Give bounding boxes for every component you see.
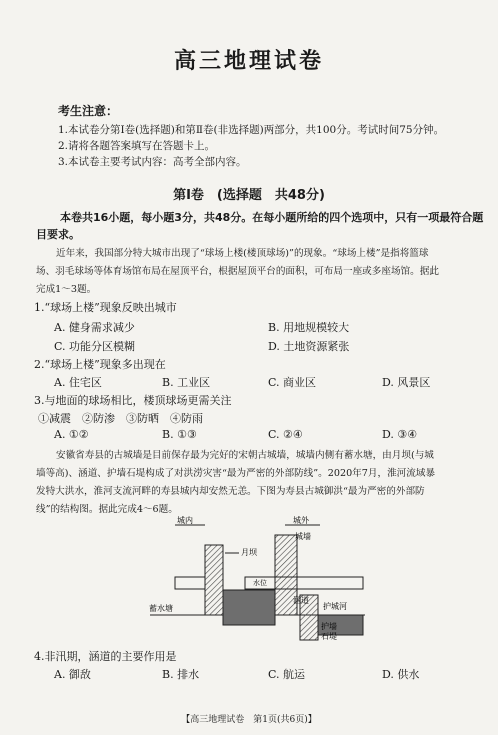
- label-inner: 城内: [177, 516, 193, 525]
- question-stem: 2.“球场上楼”现象多出现在: [34, 358, 166, 371]
- option: A. 住宅区: [54, 376, 102, 389]
- question-stem: 4.非汛期，涵道的主要作用是: [34, 650, 177, 663]
- storage-pond: [223, 590, 275, 625]
- passage-line: 墙等高)、涵道、护墙石堤构成了对洪涝灾害“最为严密的外部防线”。2020年7月，淮河流域暴: [36, 468, 436, 479]
- option: A. ①②: [54, 428, 89, 441]
- page-footer: 【高三地理试卷 第1页(共6页)】: [181, 715, 317, 725]
- option: B. ①③: [162, 428, 197, 441]
- left-culvert: [175, 577, 205, 589]
- passage-line: 完成1～3题。: [36, 284, 97, 295]
- passage-line: 场、羽毛球场等体育场馆布局在屋顶平台，根据屋顶平台的面积，可布局一座或多座场馆。据此: [36, 266, 439, 277]
- page-title: 高三地理试卷: [173, 49, 324, 74]
- option: D. 风景区: [382, 376, 431, 389]
- label-culvert: 涵道: [293, 596, 309, 605]
- label-river: 护城河: [323, 602, 347, 611]
- part-heading: 第Ⅰ卷 (选择题 共48分): [173, 188, 325, 203]
- part-intro: 本卷共16小题，每小题3分，共48分。在每小题所给的四个选项中，只有一项最符合题: [60, 211, 484, 224]
- option: B. 用地规模较大: [268, 321, 350, 334]
- option: C. ②④: [268, 428, 303, 441]
- option: A. 健身需求减少: [54, 321, 135, 334]
- option: C. 商业区: [268, 376, 317, 389]
- passage-line: 线”的结构图。据此完成4～6题。: [36, 504, 178, 515]
- option: B. 工业区: [162, 376, 211, 389]
- label-moon-dam: 月坝: [241, 548, 257, 557]
- passage-line: 安徽省寿县的古城墙是目前保存最为完好的宋朝古城墙，城墙内侧有蓄水塘，由月坝(与城: [56, 450, 434, 461]
- moon-dam: [205, 545, 223, 615]
- passage-line: 近年来，我国部分特大城市出现了“球场上楼(楼顶球场)”的现象。“球场上楼”是指将篮球: [56, 248, 429, 259]
- notice-item: 3.本试卷主要考试内容：高考全部内容。: [58, 156, 247, 168]
- question-stem: 1.“球场上楼”现象反映出城市: [34, 301, 177, 314]
- label-water-level: 水位: [253, 579, 267, 587]
- notice-heading: 考生注意：: [58, 104, 119, 118]
- option: D. 供水: [382, 668, 420, 681]
- option: C. 航运: [268, 668, 306, 681]
- option: B. 排水: [162, 668, 200, 681]
- label-guard-wall: 护墙: [321, 622, 337, 631]
- label-storage-pond: 蓄水塘: [149, 604, 173, 613]
- part-intro-cont: 目要求。: [36, 228, 80, 241]
- passage-line: 发特大洪水，淮河支流河畔的寿县城内却安然无恙。下图为寿县古城御洪“最为严密的外部防: [36, 486, 425, 497]
- notice-item: 2.请将各题答案填写在答题卡上。: [58, 140, 216, 152]
- label-wall: 城墙: [295, 532, 311, 541]
- label-stone-dam: 石堤: [321, 632, 337, 641]
- label-outer: 城外: [293, 516, 309, 525]
- city-wall-diagram: [145, 515, 370, 645]
- option: D. ③④: [382, 428, 418, 441]
- option: A. 御敌: [54, 668, 91, 681]
- option: C. 功能分区模糊: [54, 340, 136, 353]
- option: D. 土地资源紧张: [268, 340, 350, 353]
- statement-list: ①减震 ②防渗 ③防晒 ④防雨: [38, 412, 203, 425]
- notice-item: 1.本试卷分第Ⅰ卷(选择题)和第Ⅱ卷(非选择题)两部分，共100分。考试时间75分钟。: [58, 124, 445, 136]
- question-stem: 3.与地面的球场相比，楼顶球场更需关注: [34, 394, 232, 407]
